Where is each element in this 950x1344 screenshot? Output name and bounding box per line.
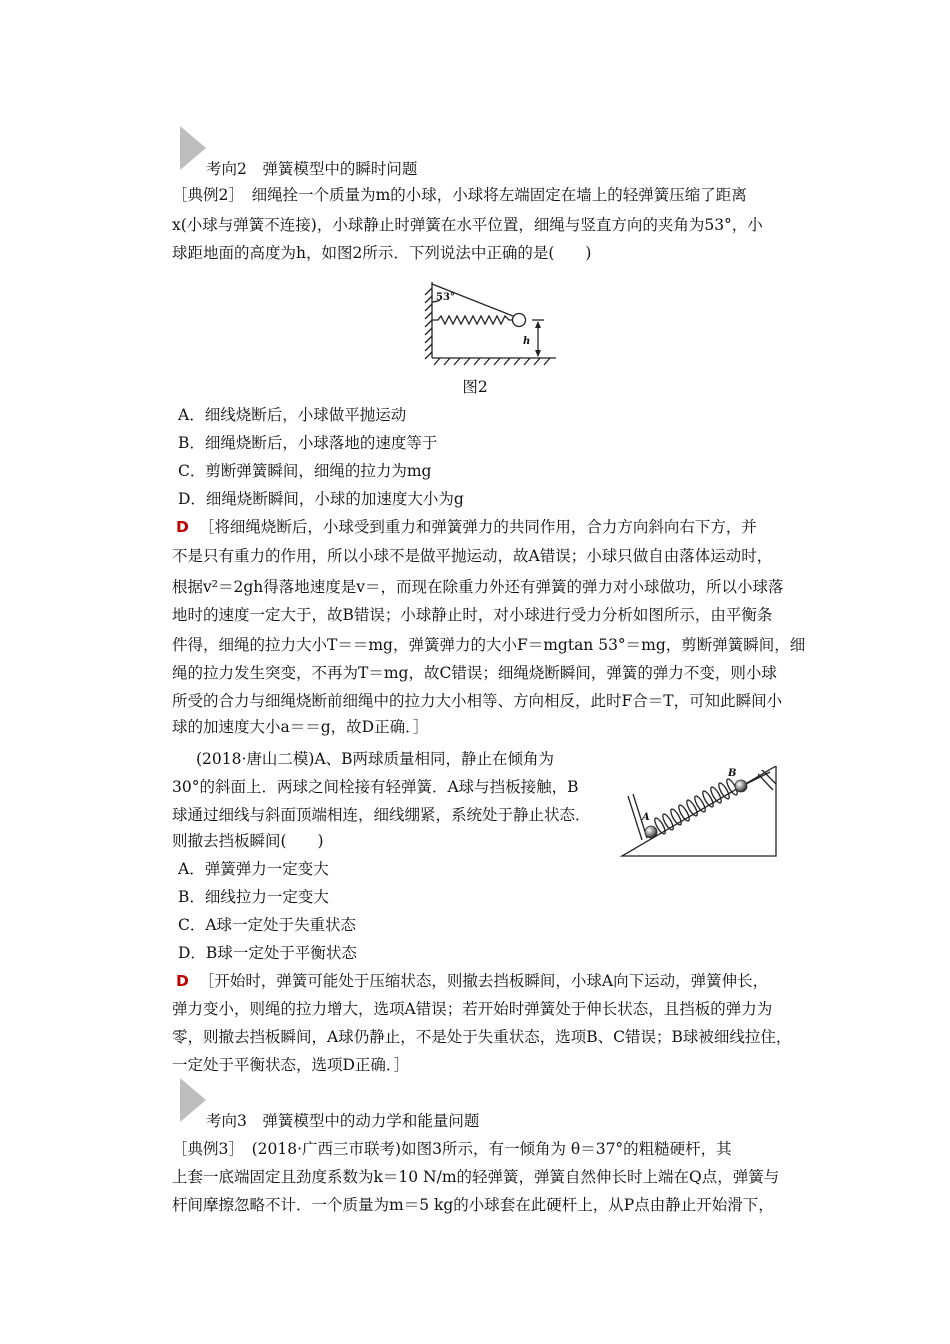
problem2-answer-line-4: 一定处于平衡状态，选项D正确．］ [172,1056,410,1074]
example2-answer-line-6: 绳的拉力发生突变，不再为T＝mg，故C错误；细绳烧断瞬间，弹簧的弹力不变，则小球 [172,664,777,682]
problem2-option-c: C．A球一定处于失重状态 [178,916,357,934]
problem2-answer-line-2: 弹力变小，则绳的拉力增大，选项A错误；若开始时弹簧处于伸长状态，且挡板的弹力为 [172,1000,773,1018]
problem2-answer-line-1: ［开始时，弹簧可能处于压缩状态，则撤去挡板瞬间，小球A向下运动，弹簧伸长， [198,972,769,990]
example2-line-3: 球距地面的高度为h，如图2所示．下列说法中正确的是( ) [172,244,592,262]
example2-option-c: C．剪断弹簧瞬间，细绳的拉力为mg [178,462,432,480]
example2-line-2: x(小球与弹簧不连接)，小球静止时弹簧在水平位置，细绳与竖直方向的夹角为53°，小 [172,216,763,234]
problem2-option-d: D．B球一定处于平衡状态 [178,944,357,962]
example2-answer-line-7: 所受的合力与细绳烧断前细绳中的拉力大小相等、方向相反，此时F合＝T，可知此瞬间小 [172,692,783,710]
example3-line-1: ［典例3］ (2018·广西三市联考)如图3所示，有一倾角为 θ＝37°的粗糙硬杆，其 [172,1140,732,1158]
problem2-line-1: (2018·唐山二模)A、B两球质量相同，静止在倾角为 [196,750,555,768]
section-marker-icon [180,126,206,170]
example2-line-1: ［典例2］ 细绳拴一个质量为m的小球，小球将左端固定在墙上的轻弹簧压缩了距离 [172,186,747,204]
example2-answer-line-8: 球的加速度大小a＝＝g，故D正确．］ [172,718,429,736]
problem2-answer [176,970,768,992]
example3-line-2: 上套一底端固定且劲度系数为k＝10 N/m的轻弹簧，弹簧自然伸长时上端在Q点，弹簧与 [172,1168,780,1186]
example2-answer-line-5: 件得，细绳的拉力大小T＝＝mg，弹簧弹力的大小F＝mgtan 53°＝mg，剪断弹簧瞬间，细 [172,636,806,654]
example2-option-a: A．细线烧断后，小球做平抛运动 [178,406,407,424]
problem2-option-b: B．细线拉力一定变大 [178,888,329,906]
example2-answer-line-3: 根据v²＝2gh得落地速度是v＝，而现在除重力外还有弹簧的弹力对小球做功，所以小球落 [172,578,784,596]
incline-diagram [618,766,778,862]
problem2-line-4: 则撤去挡板瞬间( ) [172,832,324,850]
example2-answer-line-2: 不是只有重力的作用，所以小球不是做平抛运动，故A错误；小球只做自由落体运动时， [172,547,773,565]
section3-title: 考向3 弹簧模型中的动力学和能量问题 [206,1112,480,1130]
problem2-answer-line-3: 零，则撤去挡板瞬间，A球仍静止，不是处于失重状态，选项B、C错误；B球被细线拉住， [172,1028,792,1046]
example2-answer-line-4: 地时的速度一定大于，故B错误；小球静止时，对小球进行受力分析如图所示，由平衡条 [172,606,773,624]
problem2-option-a: A．弹簧弹力一定变大 [178,860,329,878]
section2-title: 考向2 弹簧模型中的瞬时问题 [206,160,418,178]
example2-answer [176,516,757,538]
problem2-answer-letter: D [176,972,189,990]
section-marker-icon [180,1078,206,1122]
incline-label-a: A [642,812,650,823]
figure2-diagram [420,280,560,370]
figure2-caption: 图2 [462,378,488,396]
example2-option-d: D．细绳烧断瞬间，小球的加速度大小为g [178,490,464,508]
example2-option-b: B．细绳烧断后，小球落地的速度等于 [178,434,438,452]
example3-line-3: 杆间摩擦忽略不计．一个质量为m＝5 kg的小球套在此硬杆上，从P点由静止开始滑下， [172,1196,774,1214]
figure2-h-label: h [523,336,531,347]
incline-label-b: B [728,768,737,779]
figure2-angle-label: 53° [436,292,455,303]
problem2-line-2: 30°的斜面上．两球之间栓接有轻弹簧．A球与挡板接触，B [172,778,579,796]
example2-answer-line-1: ［将细绳烧断后，小球受到重力和弹簧弹力的共同作用，合力方向斜向右下方，并 [198,518,757,536]
problem2-line-3: 球通过细线与斜面顶端相连，细线绷紧，系统处于静止状态． [172,806,591,824]
example2-answer-letter: D [176,518,189,536]
